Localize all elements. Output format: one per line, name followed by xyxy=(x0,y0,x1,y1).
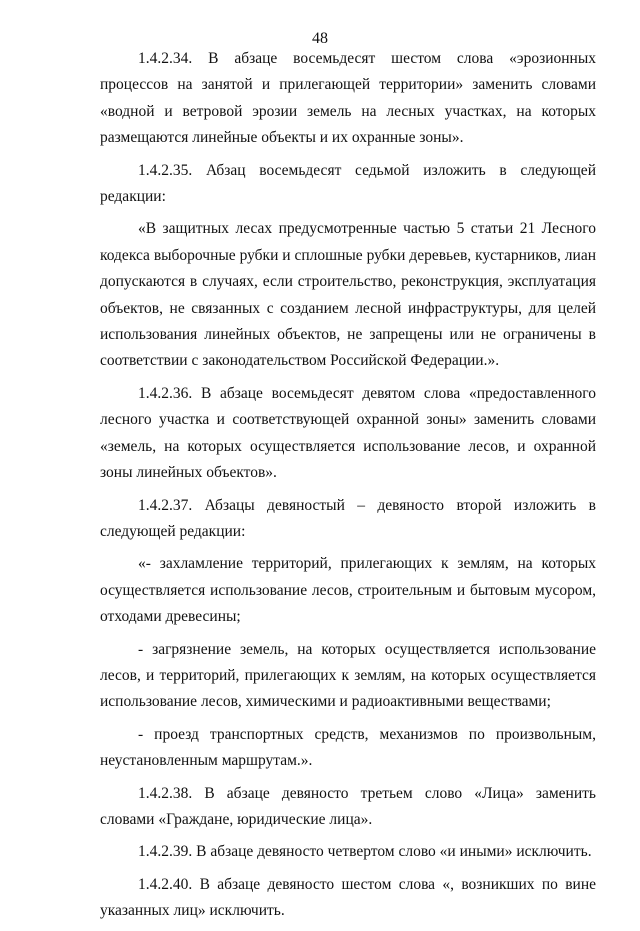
paragraph: - проезд транспортных средств, механизмов по произвольным, неустановленным маршрутам.». xyxy=(100,725,596,770)
paragraph: «- захламление территорий, прилегающих к землям, на которых осуществляется использование лесов, строительным и бытовым мусором, отходами древесины; xyxy=(100,555,596,626)
paragraph: 1.4.2.35. Абзац восемьдесят седьмой изложить в следующей редакции: xyxy=(100,161,596,206)
document-body xyxy=(100,46,596,931)
paragraph: - загрязнение земель, на которых осуществляется использование лесов, и территорий, прилегающих к землям, на которых осуществляется использование лесов, химическими и радиоактивными веществами; xyxy=(100,640,596,711)
paragraph: 1.4.2.39. В абзаце девяносто четвертом слово «и иными» исключить. xyxy=(138,843,592,861)
page-number: 48 xyxy=(312,30,328,47)
paragraph: «В защитных лесах предусмотренные частью 5 статьи 21 Лесного кодекса выборочные рубки и сплошные рубки деревьев, кустарников, лиан допускаются в случаях, если строительство, реконструкция, эксплуатация объектов, не связанных с созданием лесной инфраструктуры, для целей использования линейных объектов, не запрещены или не ограничены в соответствии с законодательством Российской Федерации.». xyxy=(100,220,596,370)
paragraph: 1.4.2.34. В абзаце восемьдесят шестом слова «эрозионных процессов на занятой и прилегающей территории» заменить словами «водной и ветровой эрозии земель на лесных участках, на которых размещаются линейные объекты и их охранные зоны». xyxy=(100,50,596,147)
paragraph: 1.4.2.40. В абзаце девяносто шестом слова «, возникших по вине указанных лиц» исключить. xyxy=(100,875,596,920)
paragraph: 1.4.2.36. В абзаце восемьдесят девятом слова «предоставленного лесного участка и соответствующей охранной зоны» заменить словами «земель, на которых осуществляется использование лесов, и охранной зоны линейных объектов». xyxy=(100,384,596,482)
paragraph: 1.4.2.37. Абзацы девяностый – девяносто второй изложить в следующей редакции: xyxy=(100,496,596,540)
paragraph: 1.4.2.38. В абзаце девяносто третьем слово «Лица» заменить словами «Граждане, юридические лица». xyxy=(100,784,596,828)
